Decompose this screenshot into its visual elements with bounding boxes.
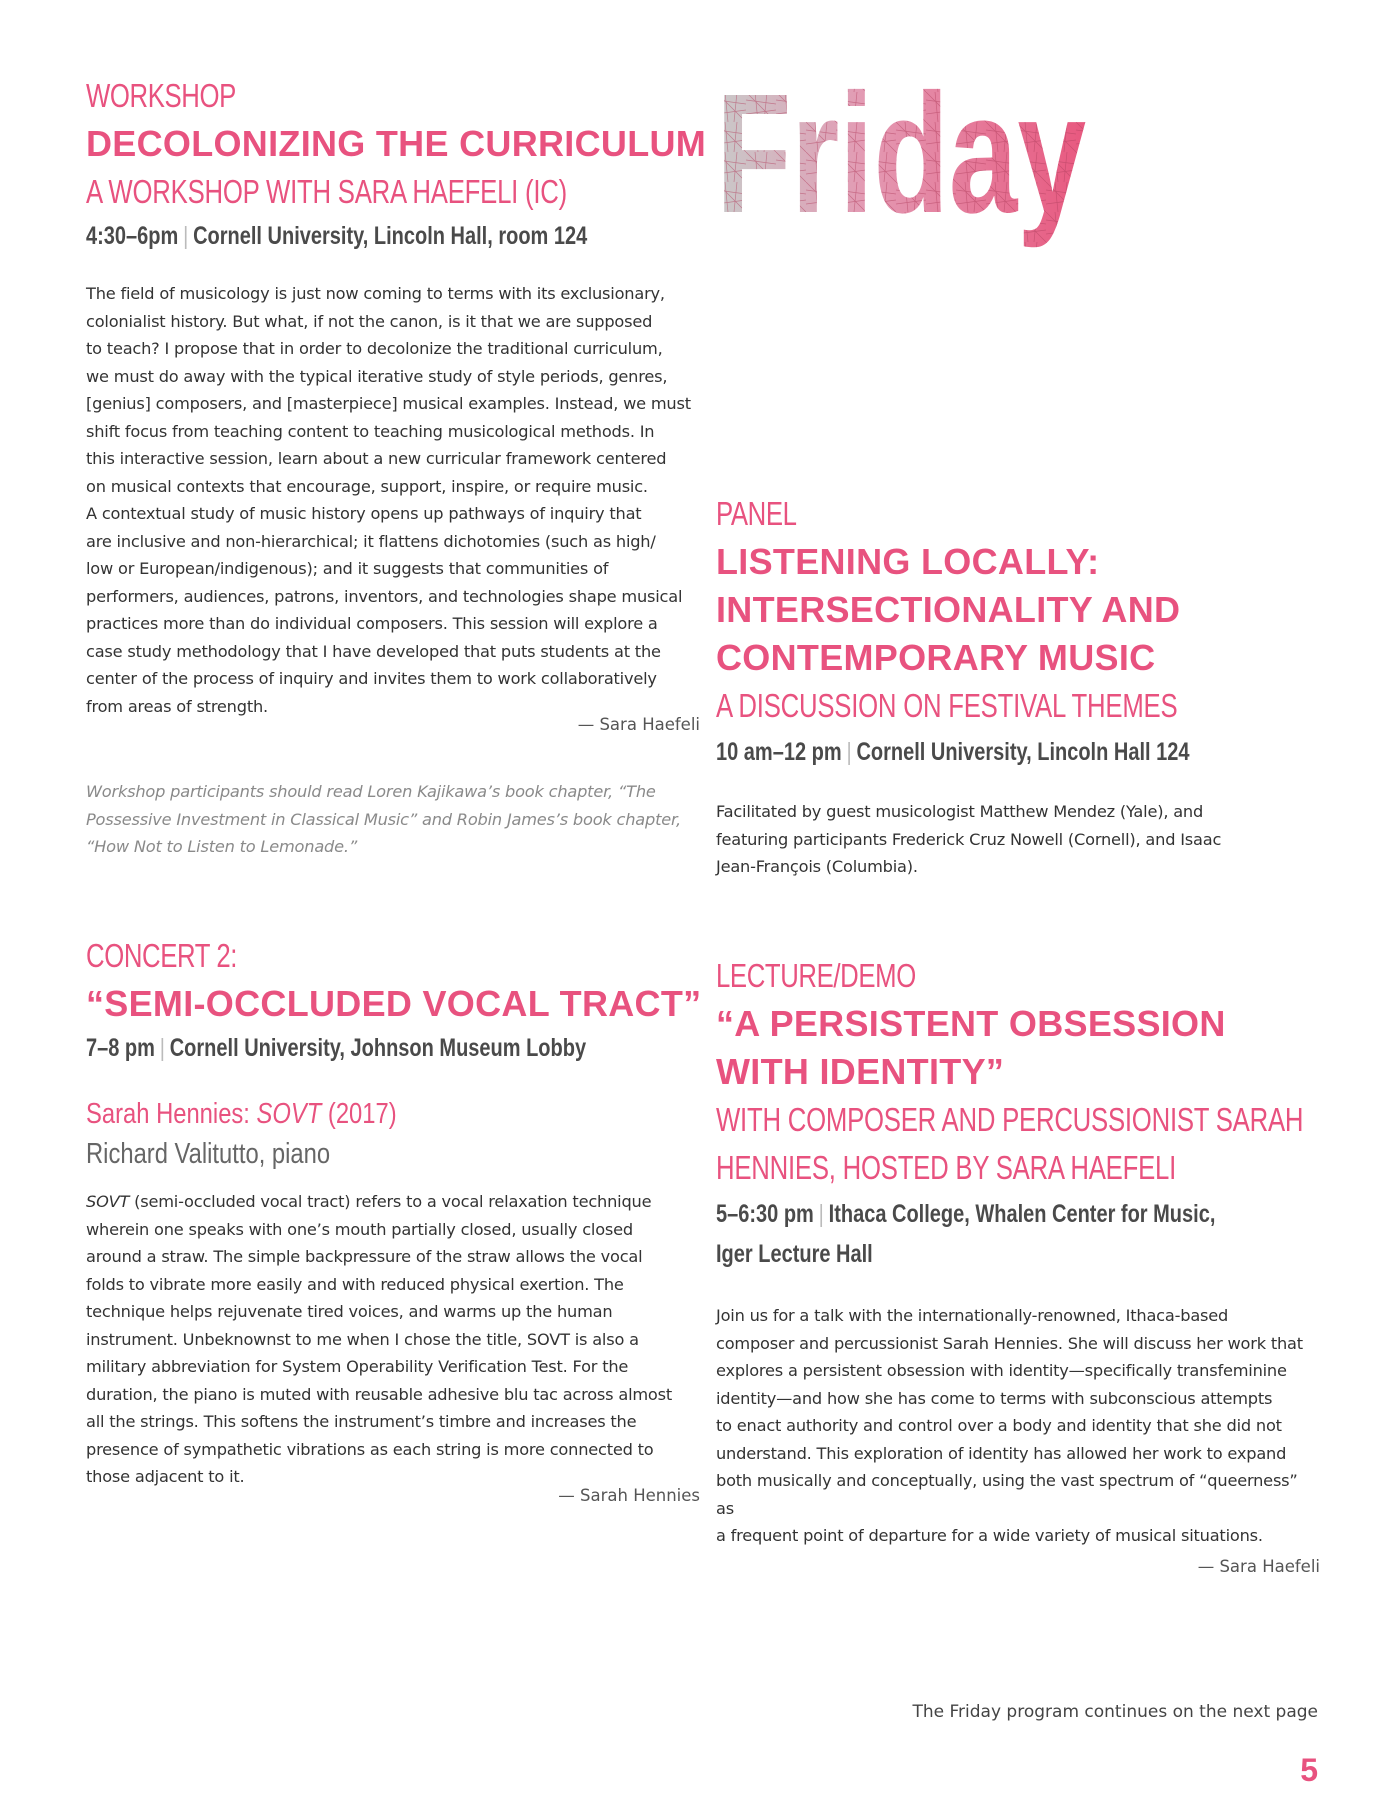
page-number: 5	[1300, 1752, 1318, 1788]
body-line: identity—and how she has come to terms with subconscious attempts	[716, 1388, 1273, 1408]
body-line: military abbreviation for System Operability Verification Test. For the	[86, 1357, 629, 1376]
friday-text: Friday	[716, 62, 1086, 249]
body-line: around a straw. The simple backpressure of the straw allows the vocal	[86, 1247, 643, 1266]
body-sovt-word: SOVT	[86, 1192, 130, 1211]
body-line: to teach? I propose that in order to decolonize the traditional curriculum,	[86, 339, 663, 358]
lecture-title-line: WITH IDENTITY”	[716, 1051, 1005, 1092]
body-line: those adjacent to it.	[86, 1467, 245, 1486]
lecture-section	[716, 956, 1320, 1578]
body-line: are inclusive and non-hierarchical; it flattens dichotomies (such as high/	[86, 531, 656, 551]
body-line: wherein one speaks with one’s mouth partially closed, usually closed	[86, 1219, 634, 1239]
lecture-subtitle-line: WITH COMPOSER AND PERCUSSIONIST SARAH	[716, 1101, 1304, 1138]
workshop-kicker: WORKSHOP	[86, 77, 236, 114]
concert-body	[86, 1188, 700, 1491]
lecture-body	[716, 1302, 1320, 1550]
body-line: technique helps rejuvenate tired voices, and warms up the human	[86, 1302, 613, 1321]
lecture-title-line: “A PERSISTENT OBSESSION	[716, 1003, 1226, 1044]
body-line: A contextual study of music history opens up pathways of inquiry that	[86, 504, 642, 523]
body-line: presence of sympathetic vibrations as each string is more connected to	[86, 1439, 654, 1459]
body-first-rest: (semi-occluded vocal tract) refers to a vocal relaxation technique	[129, 1192, 652, 1211]
workshop-reading-note	[86, 778, 700, 861]
body-line: both musically and conceptually, using the vast spectrum of “queerness” as	[716, 1471, 1298, 1518]
concert-venue: Cornell University, Johnson Museum Lobby	[169, 1034, 587, 1062]
workshop-section	[86, 76, 707, 861]
body-line: low or European/indigenous); and it suggests that communities of	[86, 559, 609, 578]
panel-kicker: PANEL	[716, 495, 797, 532]
body-line: on musical contexts that encourage, support, inspire, or require music.	[86, 476, 648, 496]
body-line: Facilitated by guest musicologist Matthew Mendez (Yale), and	[716, 802, 1204, 821]
body-line: composer and percussionist Sarah Hennies. She will discuss her work that	[716, 1333, 1303, 1353]
lecture-subtitle-line: HENNIES, HOSTED BY SARA HAEFELI	[716, 1149, 1177, 1186]
piece-work-title: SOVT	[256, 1098, 322, 1130]
lecture-venue-line1: Ithaca College, Whalen Center for Music,	[828, 1200, 1216, 1228]
lecture-kicker: LECTURE/DEMO	[716, 957, 916, 994]
workshop-subtitle: A WORKSHOP WITH SARA HAEFELI (IC)	[86, 173, 567, 210]
body-line: folds to vibrate more easily and with reduced physical exertion. The	[86, 1274, 624, 1294]
body-line: Jean-François (Columbia).	[716, 857, 918, 876]
panel-title-line: CONTEMPORARY MUSIC	[716, 637, 1156, 678]
body-line: explores a persistent obsession with identity—specifically transfeminine	[716, 1361, 1287, 1380]
workshop-title: DECOLONIZING THE CURRICULUM	[86, 123, 707, 164]
meta-separator: |	[183, 222, 189, 250]
body-line: all the strings. This softens the instrument’s timbre and increases the	[86, 1412, 637, 1431]
concert-kicker: CONCERT 2:	[86, 937, 238, 974]
panel-title-line: LISTENING LOCALLY:	[716, 541, 1100, 582]
meta-separator: |	[818, 1200, 824, 1228]
note-line: Possessive Investment in Classical Music” and Robin James’s book chapter,	[86, 809, 681, 829]
continues-note: The Friday program continues on the next page	[912, 1702, 1318, 1722]
lecture-meta	[716, 1194, 1216, 1234]
body-line: center of the process of inquiry and invites them to work collaboratively	[86, 669, 657, 688]
piece-year: (2017)	[321, 1098, 397, 1130]
body-line: duration, the piano is muted with reusable adhesive blu tac across almost	[86, 1384, 673, 1404]
panel-title-line: INTERSECTIONALITY AND	[716, 589, 1181, 630]
note-line: “How Not to Listen to Lemonade.”	[86, 837, 358, 856]
concert-title: “SEMI-OCCLUDED VOCAL TRACT”	[86, 983, 702, 1024]
body-line: instrument. Unbeknownst to me when I chose the title, SOVT is also a	[86, 1329, 639, 1349]
body-line: understand. This exploration of identity has allowed her work to expand	[716, 1443, 1287, 1463]
body-line: this interactive session, learn about a new curricular framework centered	[86, 449, 667, 468]
meta-separator: |	[846, 738, 852, 766]
concert-piece	[86, 1094, 589, 1134]
panel-venue: Cornell University, Lincoln Hall 124	[856, 738, 1190, 766]
body-line: colonialist history. But what, if not the canon, is it that we are supposed	[86, 311, 653, 331]
body-line: a frequent point of departure for a wide variety of musical situations.	[716, 1526, 1263, 1545]
body-line: case study methodology that I have developed that puts students at the	[86, 641, 661, 661]
body-line: featuring participants Frederick Cruz Nowell (Cornell), and Isaac	[716, 829, 1222, 849]
body-line: practices more than do individual composers. This session will explore a	[86, 614, 658, 633]
concert-time: 7–8 pm	[86, 1034, 155, 1062]
concert-performer: Richard Valitutto, piano	[86, 1138, 331, 1170]
body-line: shift focus from teaching content to teaching musicological methods. In	[86, 421, 655, 441]
panel-meta	[716, 732, 1199, 772]
lecture-time: 5–6:30 pm	[716, 1200, 814, 1228]
workshop-venue: Cornell University, Lincoln Hall, room 124	[193, 222, 588, 250]
workshop-signoff: — Sara Haefeli	[577, 715, 700, 734]
concert-signoff: — Sarah Hennies	[558, 1485, 700, 1505]
lecture-venue-line2: Iger Lecture Hall	[716, 1240, 873, 1268]
panel-time: 10 am–12 pm	[716, 738, 842, 766]
body-line: [genius] composers, and [masterpiece] musical examples. Instead, we must	[86, 394, 691, 413]
workshop-body	[86, 280, 700, 720]
body-line: The field of musicology is just now coming to terms with its exclusionary,	[86, 284, 665, 303]
panel-body	[716, 798, 1320, 881]
concert-meta	[86, 1028, 587, 1068]
workshop-time: 4:30–6pm	[86, 222, 179, 250]
body-line: Join us for a talk with the internationally-renowned, Ithaca-based	[716, 1306, 1229, 1325]
note-line: Workshop participants should read Loren Kajikawa’s book chapter, “The	[86, 782, 656, 801]
body-line: to enact authority and control over a body and identity that she did not	[716, 1416, 1282, 1435]
lecture-signoff: — Sara Haefeli	[1197, 1556, 1320, 1576]
body-line	[86, 1188, 700, 1216]
workshop-meta	[86, 216, 588, 256]
body-line: performers, audiences, patrons, inventors, and technologies shape musical	[86, 586, 683, 606]
panel-section	[716, 494, 1320, 881]
panel-subtitle: A DISCUSSION ON FESTIVAL THEMES	[716, 687, 1178, 724]
body-line: we must do away with the typical iterative study of style periods, genres,	[86, 366, 668, 386]
concert-section	[86, 936, 700, 1507]
body-line: from areas of strength.	[86, 696, 268, 716]
friday-map-overlay: Friday	[716, 62, 1086, 249]
meta-separator: |	[159, 1034, 165, 1062]
piece-composer: Sarah Hennies:	[86, 1098, 257, 1130]
friday-heading	[716, 62, 1096, 252]
